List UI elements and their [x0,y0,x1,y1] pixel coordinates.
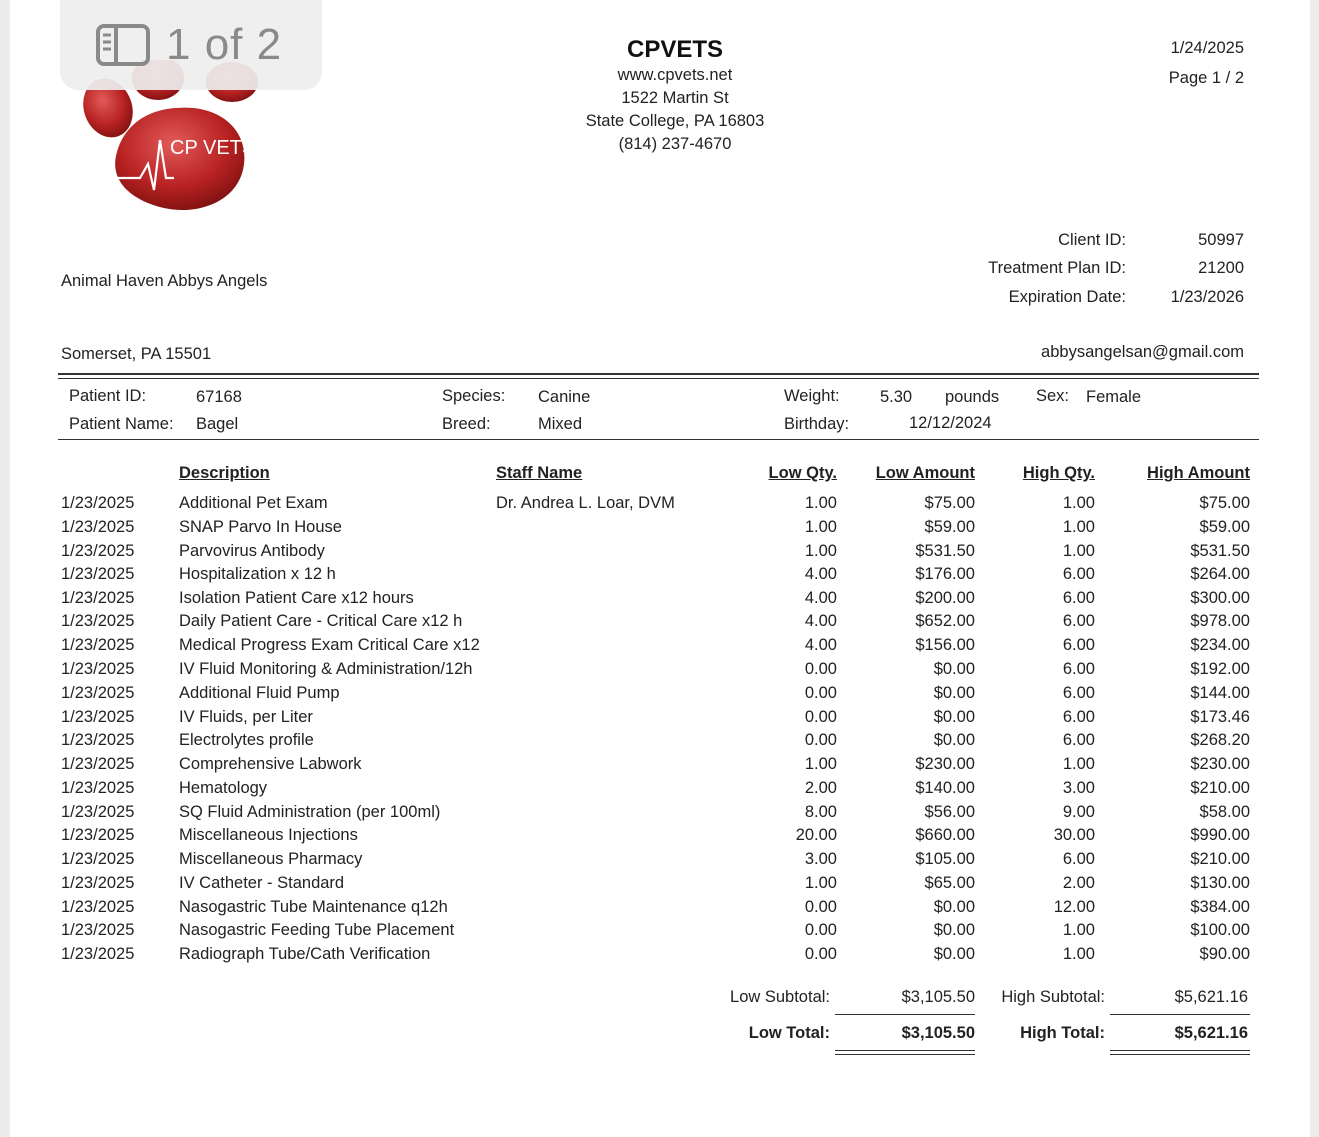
divider [1110,1054,1250,1055]
weight: 5.30 [880,388,913,406]
row-date: 1/23/2025 [61,612,135,630]
row-high-qty: 6.00 [1062,850,1095,868]
birthday-label: Birthday: [784,415,850,433]
divider [58,373,1259,375]
row-low-qty: 1.00 [804,518,837,536]
row-low-amount: $59.00 [924,518,975,536]
row-date: 1/23/2025 [61,542,135,560]
col-header-description: Description [179,464,270,482]
divider [835,1014,975,1015]
patient-name-label: Patient Name: [69,415,174,433]
table-row [10,945,1310,969]
row-high-amount: $100.00 [1190,921,1250,939]
expiration-date: 1/23/2026 [1170,288,1244,306]
table-row [10,494,1310,518]
row-high-qty: 1.00 [1062,945,1095,963]
row-high-qty: 6.00 [1062,684,1095,702]
row-description: Additional Fluid Pump [179,684,340,702]
row-date: 1/23/2025 [61,731,135,749]
row-description: IV Catheter - Standard [179,874,345,892]
row-high-qty: 9.00 [1062,803,1095,821]
row-description: IV Fluid Monitoring & Administration/12h [179,660,473,678]
row-low-qty: 1.00 [804,874,837,892]
table-row [10,708,1310,732]
row-description: Comprehensive Labwork [179,755,362,773]
table-row [10,755,1310,779]
table-row [10,660,1310,684]
species-label: Species: [442,387,506,405]
table-row [10,612,1310,636]
row-description: Hospitalization x 12 h [179,565,336,583]
clinic-street: 1522 Martin St [621,89,729,107]
row-high-amount: $58.00 [1199,803,1250,821]
table-row [10,779,1310,803]
table-row [10,921,1310,945]
row-date: 1/23/2025 [61,945,135,963]
expiration-date-label: Expiration Date: [1008,288,1126,306]
row-date: 1/23/2025 [61,803,135,821]
row-high-qty: 6.00 [1062,612,1095,630]
row-description: Miscellaneous Pharmacy [179,850,363,868]
page-indicator-text: 1 of 2 [166,20,283,69]
sex: Female [1086,388,1142,406]
col-header-low-amount: Low Amount [875,464,975,482]
row-high-amount: $384.00 [1190,898,1250,916]
table-row [10,731,1310,755]
row-low-qty: 0.00 [804,945,837,963]
row-high-amount: $234.00 [1190,636,1250,654]
row-description: Parvovirus Antibody [179,542,325,560]
row-low-amount: $230.00 [915,755,975,773]
row-description: Isolation Patient Care x12 hours [179,589,414,607]
row-high-amount: $978.00 [1190,612,1250,630]
sidebar-panel-icon[interactable] [96,24,150,66]
row-high-amount: $210.00 [1190,850,1250,868]
row-date: 1/23/2025 [61,874,135,892]
weight-label: Weight: [784,387,840,405]
birthday: 12/12/2024 [909,414,992,432]
row-high-qty: 1.00 [1062,518,1095,536]
document-page [10,0,1310,1137]
breed-label: Breed: [442,415,491,433]
row-high-qty: 1.00 [1062,542,1095,560]
row-low-amount: $0.00 [933,945,975,963]
row-date: 1/23/2025 [61,826,135,844]
row-high-amount: $130.00 [1190,874,1250,892]
sex-label: Sex: [1036,387,1070,405]
row-date: 1/23/2025 [61,636,135,654]
col-header-staff: Staff Name [496,464,583,482]
row-low-amount: $660.00 [915,826,975,844]
row-low-qty: 0.00 [804,660,837,678]
row-low-qty: 4.00 [804,636,837,654]
document-date: 1/24/2025 [1170,39,1244,57]
divider [835,1054,975,1055]
divider [1110,1050,1250,1051]
col-header-high-amount: High Amount [1147,464,1250,482]
row-high-amount: $264.00 [1190,565,1250,583]
row-low-amount: $531.50 [915,542,975,560]
row-low-amount: $156.00 [915,636,975,654]
row-high-amount: $531.50 [1190,542,1250,560]
row-high-qty: 1.00 [1062,755,1095,773]
divider [835,1050,975,1051]
row-high-qty: 6.00 [1062,636,1095,654]
row-low-qty: 4.00 [804,589,837,607]
row-date: 1/23/2025 [61,708,135,726]
row-description: Additional Pet Exam [179,494,328,512]
row-low-qty: 4.00 [804,612,837,630]
client-city: Somerset, PA 15501 [61,345,212,363]
table-row [10,898,1310,922]
table-row [10,542,1310,566]
row-low-qty: 1.00 [804,494,837,512]
col-header-high-qty: High Qty. [1022,464,1095,482]
row-high-qty: 6.00 [1062,589,1095,607]
row-high-qty: 30.00 [1053,826,1095,844]
row-low-amount: $56.00 [924,803,975,821]
low-total-label: Low Total: [748,1024,830,1042]
row-description: SNAP Parvo In House [179,518,342,536]
row-high-qty: 1.00 [1062,494,1095,512]
low-total: $3,105.50 [901,1024,975,1042]
row-low-qty: 20.00 [795,826,837,844]
low-subtotal-label: Low Subtotal: [730,988,830,1006]
row-high-amount: $59.00 [1199,518,1250,536]
table-row [10,636,1310,660]
client-name: Animal Haven Abbys Angels [61,272,268,290]
row-date: 1/23/2025 [61,755,135,773]
client-id: 50997 [1198,231,1244,249]
table-row [10,565,1310,589]
row-description: Medical Progress Exam Critical Care x12 [179,636,480,654]
low-subtotal: $3,105.50 [901,988,975,1006]
high-total-label: High Total: [1020,1024,1105,1042]
table-row [10,518,1310,542]
row-high-amount: $75.00 [1199,494,1250,512]
row-low-amount: $0.00 [933,731,975,749]
row-low-amount: $75.00 [924,494,975,512]
row-low-amount: $0.00 [933,898,975,916]
table-row [10,684,1310,708]
row-high-amount: $210.00 [1190,779,1250,797]
row-staff: Dr. Andrea L. Loar, DVM [496,494,675,512]
row-low-amount: $0.00 [933,921,975,939]
row-date: 1/23/2025 [61,518,135,536]
treatment-plan-id-label: Treatment Plan ID: [988,259,1126,277]
row-description: Electrolytes profile [179,731,314,749]
row-date: 1/23/2025 [61,921,135,939]
row-date: 1/23/2025 [61,779,135,797]
table-row [10,874,1310,898]
row-high-qty: 3.00 [1062,779,1095,797]
divider [58,439,1259,440]
row-description: Daily Patient Care - Critical Care x12 h [179,612,463,630]
row-low-amount: $140.00 [915,779,975,797]
row-date: 1/23/2025 [61,684,135,702]
row-low-qty: 0.00 [804,898,837,916]
clinic-website: www.cpvets.net [617,66,733,84]
page-number: Page 1 / 2 [1168,69,1244,87]
row-description: Nasogastric Tube Maintenance q12h [179,898,448,916]
divider [1110,1014,1250,1015]
logo-text: CP VETS [170,137,256,159]
row-high-qty: 6.00 [1062,565,1095,583]
row-low-amount: $200.00 [915,589,975,607]
client-id-label: Client ID: [1058,231,1126,249]
species: Canine [538,388,591,406]
row-low-qty: 0.00 [804,731,837,749]
row-high-qty: 6.00 [1062,731,1095,749]
row-low-amount: $652.00 [915,612,975,630]
row-high-amount: $990.00 [1190,826,1250,844]
row-description: Radiograph Tube/Cath Verification [179,945,431,963]
row-description: IV Fluids, per Liter [179,708,313,726]
clinic-name: CPVETS [626,36,724,63]
treatment-plan-id: 21200 [1198,259,1244,277]
table-row [10,826,1310,850]
weight-unit: pounds [945,388,1000,406]
patient-id-label: Patient ID: [69,387,147,405]
row-low-qty: 1.00 [804,542,837,560]
row-date: 1/23/2025 [61,565,135,583]
table-row [10,589,1310,613]
row-description: SQ Fluid Administration (per 100ml) [179,803,441,821]
row-high-qty: 1.00 [1062,921,1095,939]
row-low-amount: $0.00 [933,708,975,726]
row-low-qty: 1.00 [804,755,837,773]
row-low-amount: $65.00 [924,874,975,892]
row-low-qty: 4.00 [804,565,837,583]
row-low-qty: 0.00 [804,708,837,726]
row-low-qty: 2.00 [804,779,837,797]
table-row [10,803,1310,827]
row-high-amount: $192.00 [1190,660,1250,678]
breed: Mixed [538,415,583,433]
row-low-qty: 0.00 [804,921,837,939]
row-high-amount: $144.00 [1190,684,1250,702]
clinic-phone: (814) 237-4670 [618,135,732,153]
row-low-amount: $0.00 [933,684,975,702]
row-low-qty: 8.00 [804,803,837,821]
client-email: abbysangelsan@gmail.com [1041,343,1244,361]
row-low-amount: $0.00 [933,660,975,678]
row-description: Hematology [179,779,268,797]
row-low-amount: $105.00 [915,850,975,868]
page-indicator[interactable] [60,0,322,90]
clinic-city: State College, PA 16803 [585,112,765,130]
row-high-amount: $90.00 [1199,945,1250,963]
patient-name: Bagel [196,415,239,433]
row-date: 1/23/2025 [61,898,135,916]
patient-id: 67168 [196,388,242,406]
row-high-qty: 12.00 [1053,898,1095,916]
row-high-amount: $268.20 [1190,731,1250,749]
row-low-amount: $176.00 [915,565,975,583]
row-high-qty: 6.00 [1062,660,1095,678]
divider [58,378,1259,379]
row-high-amount: $173.46 [1190,708,1250,726]
row-description: Nasogastric Feeding Tube Placement [179,921,455,939]
high-subtotal-label: High Subtotal: [1001,988,1105,1006]
high-total: $5,621.16 [1174,1024,1248,1042]
row-high-qty: 2.00 [1062,874,1095,892]
table-row [10,850,1310,874]
row-date: 1/23/2025 [61,589,135,607]
row-low-qty: 0.00 [804,684,837,702]
row-high-amount: $230.00 [1190,755,1250,773]
row-low-qty: 3.00 [804,850,837,868]
row-description: Miscellaneous Injections [179,826,358,844]
row-high-qty: 6.00 [1062,708,1095,726]
high-subtotal: $5,621.16 [1174,988,1248,1006]
col-header-low-qty: Low Qty. [768,464,837,482]
row-date: 1/23/2025 [61,494,135,512]
row-high-amount: $300.00 [1190,589,1250,607]
row-date: 1/23/2025 [61,850,135,868]
row-date: 1/23/2025 [61,660,135,678]
